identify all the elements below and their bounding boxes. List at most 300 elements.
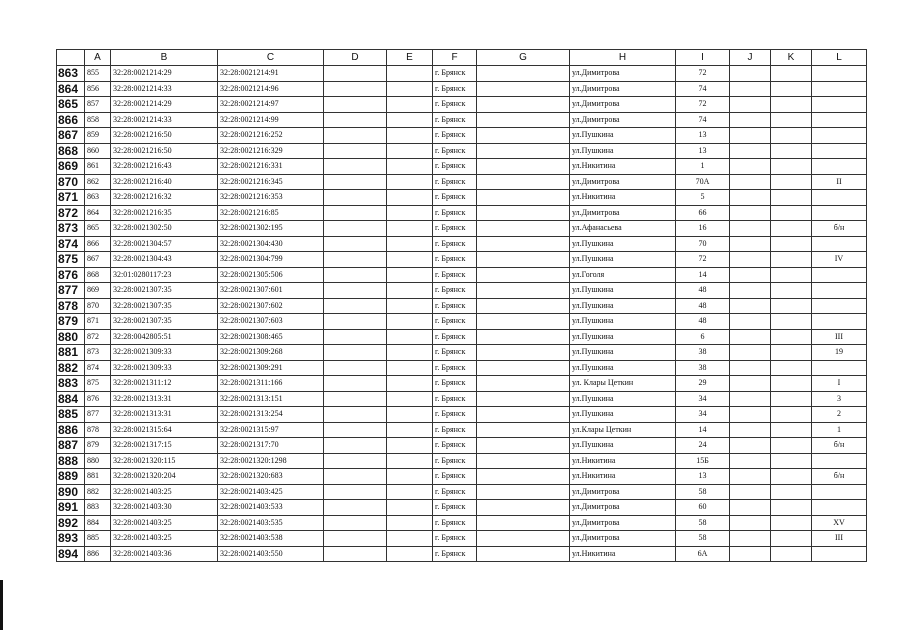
cell-h[interactable]: ул.Димитрова [570, 205, 676, 221]
cell-b[interactable]: 32:28:0021216:35 [111, 205, 218, 221]
cell-a[interactable]: 867 [85, 252, 111, 268]
cell-b[interactable]: 32:28:0021315:64 [111, 422, 218, 438]
cell-b[interactable]: 32:28:0021320:115 [111, 453, 218, 469]
cell-i[interactable]: 5 [676, 190, 730, 206]
cell-b[interactable]: 32:28:0021311:12 [111, 376, 218, 392]
column-header-j[interactable]: J [730, 50, 771, 66]
cell-i[interactable]: 72 [676, 97, 730, 113]
cell-l[interactable] [812, 143, 867, 159]
cell-i[interactable]: 24 [676, 438, 730, 454]
cell-i[interactable]: 38 [676, 345, 730, 361]
cell-j[interactable] [730, 345, 771, 361]
cell-f[interactable]: г. Брянск [433, 391, 477, 407]
cell-c[interactable]: 32:28:0021214:96 [218, 81, 324, 97]
cell-f[interactable]: г. Брянск [433, 190, 477, 206]
cell-j[interactable] [730, 314, 771, 330]
cell-k[interactable] [771, 500, 812, 516]
cell-f[interactable]: г. Брянск [433, 484, 477, 500]
cell-a[interactable]: 872 [85, 329, 111, 345]
cell-l[interactable] [812, 500, 867, 516]
cell-g[interactable] [477, 329, 570, 345]
cell-k[interactable] [771, 345, 812, 361]
cell-k[interactable] [771, 453, 812, 469]
cell-a[interactable]: 871 [85, 314, 111, 330]
cell-h[interactable]: ул.Димитрова [570, 484, 676, 500]
cell-k[interactable] [771, 97, 812, 113]
cell-i[interactable]: 74 [676, 112, 730, 128]
cell-i[interactable]: 58 [676, 531, 730, 547]
cell-b[interactable]: 32:28:0021320:204 [111, 469, 218, 485]
cell-f[interactable]: г. Брянск [433, 329, 477, 345]
cell-l[interactable]: IV [812, 252, 867, 268]
cell-e[interactable] [387, 360, 433, 376]
cell-a[interactable]: 880 [85, 453, 111, 469]
cell-h[interactable]: ул.Никитина [570, 190, 676, 206]
cell-i[interactable]: 60 [676, 500, 730, 516]
cell-j[interactable] [730, 298, 771, 314]
cell-e[interactable] [387, 252, 433, 268]
cell-j[interactable] [730, 81, 771, 97]
cell-i[interactable]: 58 [676, 484, 730, 500]
cell-e[interactable] [387, 190, 433, 206]
cell-b[interactable]: 32:28:0021214:33 [111, 81, 218, 97]
cell-h[interactable]: ул.Пушкина [570, 407, 676, 423]
cell-k[interactable] [771, 252, 812, 268]
cell-l[interactable]: б/н [812, 469, 867, 485]
row-number[interactable]: 866 [57, 112, 85, 128]
cell-g[interactable] [477, 422, 570, 438]
cell-d[interactable] [324, 298, 387, 314]
cell-j[interactable] [730, 453, 771, 469]
cell-i[interactable]: 29 [676, 376, 730, 392]
row-number[interactable]: 888 [57, 453, 85, 469]
column-header-g[interactable]: G [477, 50, 570, 66]
cell-b[interactable]: 32:28:0021317:15 [111, 438, 218, 454]
cell-d[interactable] [324, 376, 387, 392]
cell-g[interactable] [477, 252, 570, 268]
cell-l[interactable] [812, 283, 867, 299]
cell-j[interactable] [730, 267, 771, 283]
cell-b[interactable]: 32:28:0021304:43 [111, 252, 218, 268]
cell-e[interactable] [387, 298, 433, 314]
cell-c[interactable]: 32:28:0021403:425 [218, 484, 324, 500]
cell-j[interactable] [730, 128, 771, 144]
cell-e[interactable] [387, 314, 433, 330]
cell-g[interactable] [477, 267, 570, 283]
cell-h[interactable]: ул.Клары Цеткин [570, 422, 676, 438]
cell-h[interactable]: ул.Димитрова [570, 112, 676, 128]
cell-c[interactable]: 32:28:0021309:291 [218, 360, 324, 376]
cell-g[interactable] [477, 453, 570, 469]
cell-k[interactable] [771, 469, 812, 485]
cell-e[interactable] [387, 128, 433, 144]
cell-e[interactable] [387, 407, 433, 423]
cell-l[interactable] [812, 314, 867, 330]
cell-h[interactable]: ул.Димитрова [570, 174, 676, 190]
column-header-b[interactable]: B [111, 50, 218, 66]
cell-d[interactable] [324, 515, 387, 531]
cell-g[interactable] [477, 143, 570, 159]
cell-l[interactable] [812, 66, 867, 82]
cell-f[interactable]: г. Брянск [433, 221, 477, 237]
row-number[interactable]: 874 [57, 236, 85, 252]
cell-f[interactable]: г. Брянск [433, 453, 477, 469]
column-header-i[interactable]: I [676, 50, 730, 66]
row-number[interactable]: 869 [57, 159, 85, 175]
cell-b[interactable]: 32:28:0021214:33 [111, 112, 218, 128]
cell-j[interactable] [730, 500, 771, 516]
cell-e[interactable] [387, 531, 433, 547]
cell-c[interactable]: 32:28:0021216:331 [218, 159, 324, 175]
cell-j[interactable] [730, 112, 771, 128]
cell-l[interactable] [812, 360, 867, 376]
cell-g[interactable] [477, 484, 570, 500]
cell-g[interactable] [477, 546, 570, 562]
cell-e[interactable] [387, 143, 433, 159]
cell-g[interactable] [477, 360, 570, 376]
cell-i[interactable]: 14 [676, 422, 730, 438]
row-number[interactable]: 873 [57, 221, 85, 237]
cell-k[interactable] [771, 112, 812, 128]
cell-l[interactable]: II [812, 174, 867, 190]
cell-g[interactable] [477, 205, 570, 221]
cell-j[interactable] [730, 174, 771, 190]
cell-a[interactable]: 857 [85, 97, 111, 113]
cell-j[interactable] [730, 159, 771, 175]
cell-h[interactable]: ул.Димитрова [570, 97, 676, 113]
cell-k[interactable] [771, 314, 812, 330]
cell-b[interactable]: 32:01:0280117:23 [111, 267, 218, 283]
cell-c[interactable]: 32:28:0021320:683 [218, 469, 324, 485]
cell-e[interactable] [387, 283, 433, 299]
column-header-c[interactable]: C [218, 50, 324, 66]
row-number[interactable]: 867 [57, 128, 85, 144]
cell-a[interactable]: 882 [85, 484, 111, 500]
cell-g[interactable] [477, 391, 570, 407]
cell-k[interactable] [771, 221, 812, 237]
cell-f[interactable]: г. Брянск [433, 128, 477, 144]
cell-g[interactable] [477, 314, 570, 330]
cell-e[interactable] [387, 515, 433, 531]
cell-c[interactable]: 32:28:0021320:1298 [218, 453, 324, 469]
cell-j[interactable] [730, 484, 771, 500]
cell-a[interactable]: 879 [85, 438, 111, 454]
cell-g[interactable] [477, 283, 570, 299]
cell-l[interactable]: 2 [812, 407, 867, 423]
cell-e[interactable] [387, 438, 433, 454]
cell-f[interactable]: г. Брянск [433, 345, 477, 361]
row-number[interactable]: 885 [57, 407, 85, 423]
cell-l[interactable] [812, 81, 867, 97]
cell-c[interactable]: 32:28:0021302:195 [218, 221, 324, 237]
cell-g[interactable] [477, 174, 570, 190]
cell-d[interactable] [324, 267, 387, 283]
cell-g[interactable] [477, 236, 570, 252]
cell-j[interactable] [730, 422, 771, 438]
cell-f[interactable]: г. Брянск [433, 97, 477, 113]
cell-h[interactable]: ул.Пушкина [570, 391, 676, 407]
cell-j[interactable] [730, 360, 771, 376]
cell-d[interactable] [324, 221, 387, 237]
cell-j[interactable] [730, 329, 771, 345]
cell-k[interactable] [771, 283, 812, 299]
cell-d[interactable] [324, 531, 387, 547]
cell-b[interactable]: 32:28:0021403:25 [111, 515, 218, 531]
cell-h[interactable]: ул.Пушкина [570, 236, 676, 252]
row-number[interactable]: 868 [57, 143, 85, 159]
cell-c[interactable]: 32:28:0021216:345 [218, 174, 324, 190]
cell-d[interactable] [324, 345, 387, 361]
cell-j[interactable] [730, 391, 771, 407]
cell-f[interactable]: г. Брянск [433, 298, 477, 314]
cell-i[interactable]: 48 [676, 298, 730, 314]
row-number[interactable]: 876 [57, 267, 85, 283]
column-header-a[interactable]: A [85, 50, 111, 66]
cell-b[interactable]: 32:28:0021302:50 [111, 221, 218, 237]
column-header-k[interactable]: K [771, 50, 812, 66]
cell-i[interactable]: 48 [676, 283, 730, 299]
cell-k[interactable] [771, 531, 812, 547]
cell-k[interactable] [771, 391, 812, 407]
cell-f[interactable]: г. Брянск [433, 143, 477, 159]
cell-b[interactable]: 32:28:0021403:25 [111, 484, 218, 500]
cell-a[interactable]: 878 [85, 422, 111, 438]
cell-a[interactable]: 886 [85, 546, 111, 562]
cell-f[interactable]: г. Брянск [433, 205, 477, 221]
cell-i[interactable]: 16 [676, 221, 730, 237]
row-number[interactable]: 875 [57, 252, 85, 268]
cell-b[interactable]: 32:28:0021403:30 [111, 500, 218, 516]
cell-b[interactable]: 32:28:0021216:40 [111, 174, 218, 190]
cell-l[interactable]: 3 [812, 391, 867, 407]
cell-i[interactable]: 13 [676, 469, 730, 485]
cell-c[interactable]: 32:28:0021216:353 [218, 190, 324, 206]
cell-l[interactable] [812, 453, 867, 469]
cell-d[interactable] [324, 81, 387, 97]
cell-e[interactable] [387, 453, 433, 469]
cell-a[interactable]: 884 [85, 515, 111, 531]
cell-j[interactable] [730, 97, 771, 113]
cell-e[interactable] [387, 546, 433, 562]
cell-e[interactable] [387, 236, 433, 252]
cell-a[interactable]: 866 [85, 236, 111, 252]
cell-c[interactable]: 32:28:0021403:535 [218, 515, 324, 531]
cell-h[interactable]: ул.Пушкина [570, 329, 676, 345]
cell-h[interactable]: ул. Клары Цеткин [570, 376, 676, 392]
cell-l[interactable]: б/н [812, 438, 867, 454]
cell-i[interactable]: 66 [676, 205, 730, 221]
cell-k[interactable] [771, 128, 812, 144]
cell-b[interactable]: 32:28:0021216:50 [111, 143, 218, 159]
cell-b[interactable]: 32:28:0021403:25 [111, 531, 218, 547]
cell-b[interactable]: 32:28:0021309:33 [111, 360, 218, 376]
cell-e[interactable] [387, 97, 433, 113]
cell-g[interactable] [477, 407, 570, 423]
cell-c[interactable]: 32:28:0021214:91 [218, 66, 324, 82]
cell-c[interactable]: 32:28:0021307:602 [218, 298, 324, 314]
cell-j[interactable] [730, 376, 771, 392]
cell-k[interactable] [771, 190, 812, 206]
cell-l[interactable]: I [812, 376, 867, 392]
cell-h[interactable]: ул.Никитина [570, 453, 676, 469]
cell-b[interactable]: 32:28:0021403:36 [111, 546, 218, 562]
cell-a[interactable]: 876 [85, 391, 111, 407]
cell-l[interactable]: 1 [812, 422, 867, 438]
cell-b[interactable]: 32:28:0021307:35 [111, 298, 218, 314]
cell-i[interactable]: 6А [676, 546, 730, 562]
cell-c[interactable]: 32:28:0021305:506 [218, 267, 324, 283]
cell-f[interactable]: г. Брянск [433, 267, 477, 283]
cell-e[interactable] [387, 205, 433, 221]
cell-l[interactable] [812, 205, 867, 221]
cell-e[interactable] [387, 329, 433, 345]
cell-f[interactable]: г. Брянск [433, 376, 477, 392]
cell-e[interactable] [387, 112, 433, 128]
cell-b[interactable]: 32:28:0021216:43 [111, 159, 218, 175]
cell-a[interactable]: 864 [85, 205, 111, 221]
cell-a[interactable]: 865 [85, 221, 111, 237]
cell-f[interactable]: г. Брянск [433, 407, 477, 423]
cell-d[interactable] [324, 283, 387, 299]
cell-e[interactable] [387, 81, 433, 97]
cell-f[interactable]: г. Брянск [433, 81, 477, 97]
cell-a[interactable]: 858 [85, 112, 111, 128]
cell-i[interactable]: 70 [676, 236, 730, 252]
cell-d[interactable] [324, 500, 387, 516]
cell-l[interactable] [812, 236, 867, 252]
cell-f[interactable]: г. Брянск [433, 546, 477, 562]
cell-h[interactable]: ул.Гоголя [570, 267, 676, 283]
cell-c[interactable]: 32:28:0021214:97 [218, 97, 324, 113]
cell-j[interactable] [730, 515, 771, 531]
cell-j[interactable] [730, 66, 771, 82]
cell-e[interactable] [387, 221, 433, 237]
cell-f[interactable]: г. Брянск [433, 515, 477, 531]
cell-e[interactable] [387, 174, 433, 190]
cell-g[interactable] [477, 128, 570, 144]
cell-a[interactable]: 881 [85, 469, 111, 485]
cell-i[interactable]: 15Б [676, 453, 730, 469]
cell-b[interactable]: 32:28:0021214:29 [111, 66, 218, 82]
cell-d[interactable] [324, 314, 387, 330]
cell-d[interactable] [324, 252, 387, 268]
cell-h[interactable]: ул.Афанасьева [570, 221, 676, 237]
cell-a[interactable]: 862 [85, 174, 111, 190]
cell-k[interactable] [771, 329, 812, 345]
cell-e[interactable] [387, 66, 433, 82]
cell-k[interactable] [771, 159, 812, 175]
row-number[interactable]: 872 [57, 205, 85, 221]
cell-e[interactable] [387, 469, 433, 485]
row-number[interactable]: 894 [57, 546, 85, 562]
cell-h[interactable]: ул.Димитрова [570, 515, 676, 531]
cell-j[interactable] [730, 236, 771, 252]
row-number[interactable]: 878 [57, 298, 85, 314]
row-number[interactable]: 882 [57, 360, 85, 376]
cell-l[interactable] [812, 159, 867, 175]
cell-i[interactable]: 34 [676, 391, 730, 407]
cell-c[interactable]: 32:28:0021313:151 [218, 391, 324, 407]
cell-a[interactable]: 875 [85, 376, 111, 392]
column-header-e[interactable]: E [387, 50, 433, 66]
column-header-f[interactable]: F [433, 50, 477, 66]
cell-h[interactable]: ул.Пушкина [570, 438, 676, 454]
cell-a[interactable]: 883 [85, 500, 111, 516]
cell-g[interactable] [477, 298, 570, 314]
row-number[interactable]: 881 [57, 345, 85, 361]
cell-g[interactable] [477, 531, 570, 547]
cell-h[interactable]: ул.Пушкина [570, 345, 676, 361]
cell-b[interactable]: 32:28:0021307:35 [111, 283, 218, 299]
cell-f[interactable]: г. Брянск [433, 159, 477, 175]
cell-c[interactable]: 32:28:0021304:430 [218, 236, 324, 252]
row-number[interactable]: 870 [57, 174, 85, 190]
cell-i[interactable]: 6 [676, 329, 730, 345]
row-number[interactable]: 891 [57, 500, 85, 516]
cell-c[interactable]: 32:28:0021315:97 [218, 422, 324, 438]
cell-h[interactable]: ул.Никитина [570, 159, 676, 175]
cell-l[interactable] [812, 128, 867, 144]
cell-k[interactable] [771, 236, 812, 252]
cell-j[interactable] [730, 469, 771, 485]
row-number[interactable]: 880 [57, 329, 85, 345]
cell-f[interactable]: г. Брянск [433, 438, 477, 454]
cell-b[interactable]: 32:28:0021307:35 [111, 314, 218, 330]
cell-g[interactable] [477, 190, 570, 206]
cell-g[interactable] [477, 221, 570, 237]
cell-a[interactable]: 860 [85, 143, 111, 159]
cell-i[interactable]: 13 [676, 143, 730, 159]
cell-i[interactable]: 70А [676, 174, 730, 190]
cell-a[interactable]: 885 [85, 531, 111, 547]
row-number[interactable]: 864 [57, 81, 85, 97]
cell-j[interactable] [730, 221, 771, 237]
cell-g[interactable] [477, 112, 570, 128]
cell-a[interactable]: 877 [85, 407, 111, 423]
cell-l[interactable] [812, 112, 867, 128]
cell-l[interactable] [812, 267, 867, 283]
cell-c[interactable]: 32:28:0021309:268 [218, 345, 324, 361]
cell-k[interactable] [771, 81, 812, 97]
row-number[interactable]: 871 [57, 190, 85, 206]
cell-b[interactable]: 32:28:0021216:32 [111, 190, 218, 206]
cell-b[interactable]: 32:28:0021216:50 [111, 128, 218, 144]
cell-c[interactable]: 32:28:0021403:538 [218, 531, 324, 547]
cell-b[interactable]: 32:28:0021313:31 [111, 391, 218, 407]
cell-k[interactable] [771, 484, 812, 500]
cell-f[interactable]: г. Брянск [433, 422, 477, 438]
cell-h[interactable]: ул.Пушкина [570, 252, 676, 268]
cell-a[interactable]: 874 [85, 360, 111, 376]
cell-l[interactable]: 19 [812, 345, 867, 361]
cell-e[interactable] [387, 376, 433, 392]
cell-a[interactable]: 863 [85, 190, 111, 206]
cell-h[interactable]: ул.Пушкина [570, 314, 676, 330]
cell-g[interactable] [477, 97, 570, 113]
cell-c[interactable]: 32:28:0021313:254 [218, 407, 324, 423]
row-number[interactable]: 893 [57, 531, 85, 547]
cell-d[interactable] [324, 159, 387, 175]
row-number[interactable]: 892 [57, 515, 85, 531]
cell-f[interactable]: г. Брянск [433, 531, 477, 547]
cell-f[interactable]: г. Брянск [433, 252, 477, 268]
cell-d[interactable] [324, 66, 387, 82]
cell-k[interactable] [771, 422, 812, 438]
cell-d[interactable] [324, 143, 387, 159]
cell-b[interactable]: 32:28:0021313:31 [111, 407, 218, 423]
cell-g[interactable] [477, 438, 570, 454]
row-number[interactable]: 865 [57, 97, 85, 113]
